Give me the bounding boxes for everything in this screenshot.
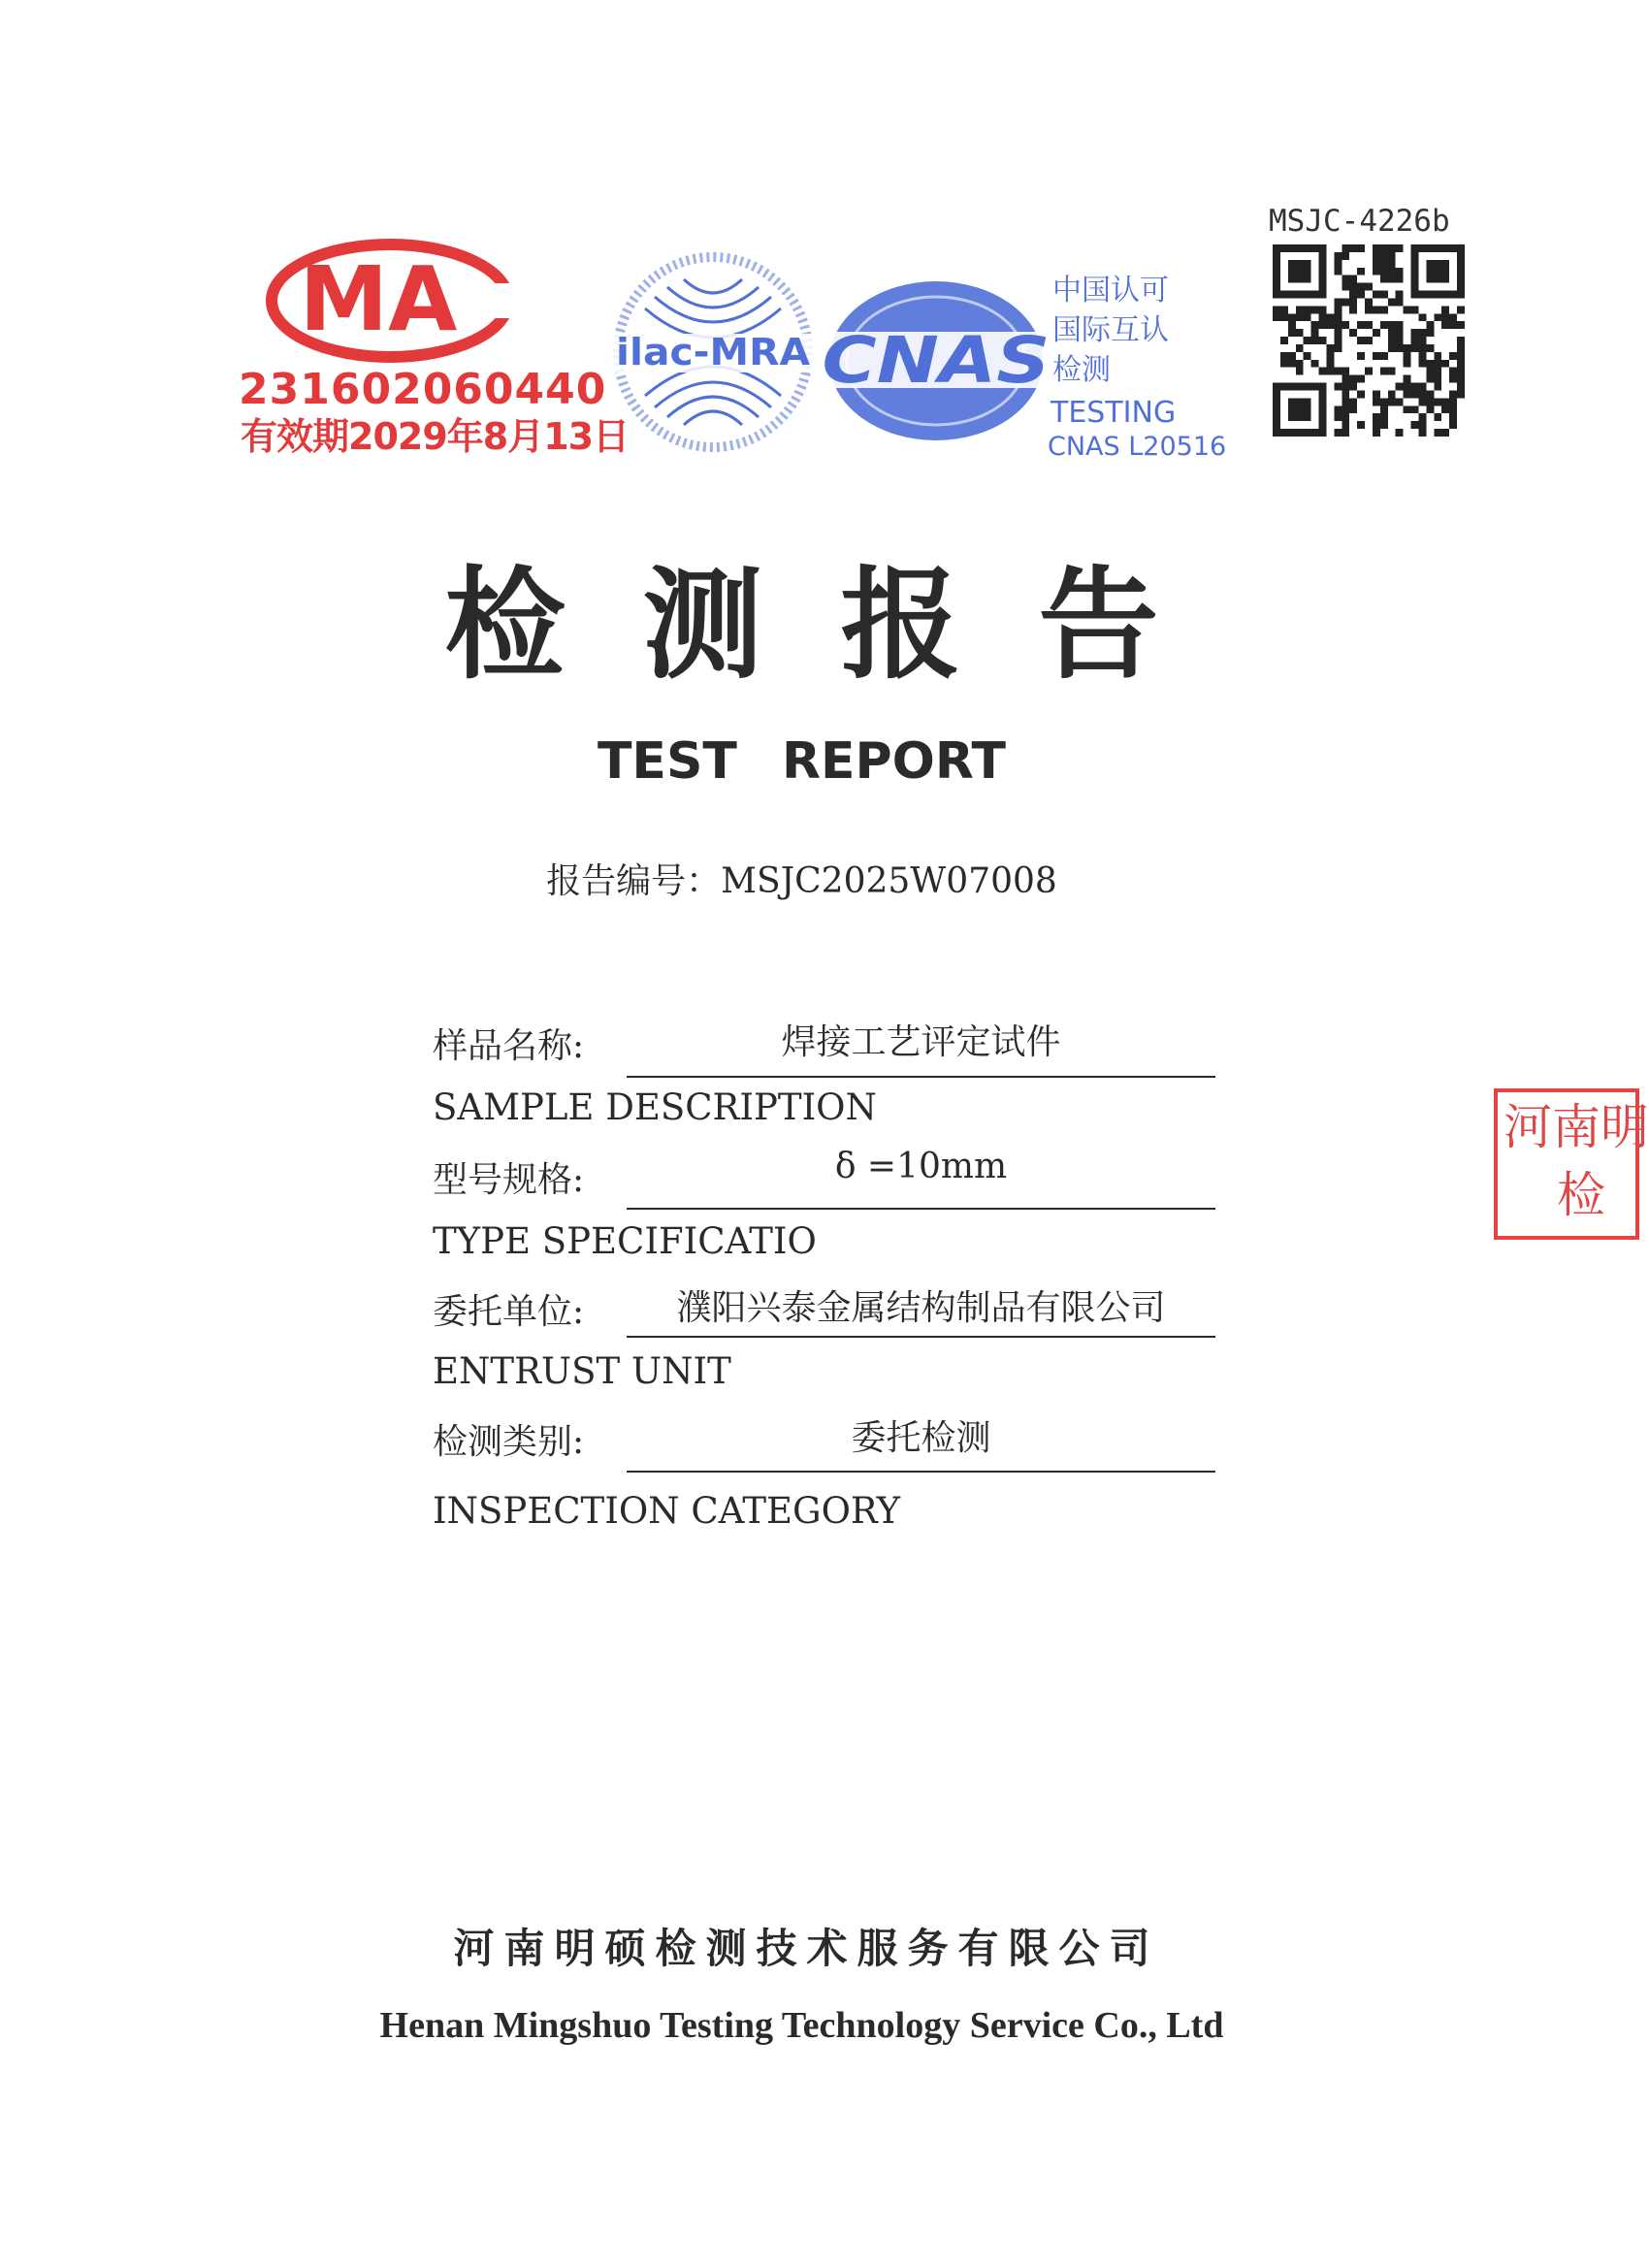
cnas-logo (815, 274, 1057, 448)
seal-text-line-1: 河南明 (1504, 1099, 1649, 1155)
cnas-logo-text: CNAS (822, 323, 1051, 398)
entrust-unit-value: 濮阳兴泰金属结构制品有限公司 (676, 1288, 1166, 1328)
company-name-en: Henan Mingshuo Testing Technology Service Co., Ltd (379, 2005, 1224, 2046)
cnas-recognition-text (1052, 272, 1198, 391)
type-spec-label: 型号规格: (433, 1160, 585, 1200)
cnas-testing-label: TESTING (1051, 396, 1177, 430)
inspection-category-label-en: INSPECTION CATEGORY (433, 1490, 901, 1532)
qr-code[interactable] (1273, 244, 1465, 437)
seal-text-line-2: 检 (1557, 1167, 1605, 1223)
inspection-category-label: 检测类别: (433, 1422, 585, 1462)
company-name-cn: 河南明硕检测技术服务有限公司 (453, 1925, 1160, 1972)
qr-code-label: MSJC-4226b (1269, 204, 1450, 239)
sample-description-label-en: SAMPLE DESCRIPTION (433, 1086, 877, 1128)
type-spec-underline (627, 1208, 1215, 1210)
cnas-cn-line-1: 中国认可 (1052, 274, 1169, 308)
entrust-unit-underline (627, 1336, 1215, 1338)
entrust-unit-label: 委托单位: (433, 1292, 585, 1332)
ilac-mra-logo-text: ilac-MRA (616, 331, 811, 373)
sample-name-value: 焊接工艺评定试件 (781, 1022, 1061, 1062)
inspection-category-value: 委托检测 (851, 1418, 991, 1458)
cma-certificate-number: 231602060440 (239, 365, 607, 414)
sample-name-label: 样品名称: (433, 1026, 585, 1066)
cma-logo-text: MA (299, 247, 458, 351)
report-number: 报告编号：MSJC2025W07008 (546, 861, 1057, 901)
ilac-mra-logo (611, 250, 815, 454)
report-title-en: TEST REPORT (597, 732, 1007, 791)
cma-validity-date: 有效期2029年8月13日 (241, 415, 630, 458)
cma-logo (264, 233, 516, 369)
report-title-cn: 检测报告 (444, 556, 1237, 696)
cnas-cn-line-2: 国际互认 (1052, 313, 1169, 347)
type-specification-label-en: TYPE SPECIFICATIO (433, 1220, 817, 1262)
cnas-cn-line-3: 检测 (1052, 353, 1111, 387)
sample-name-underline (627, 1076, 1215, 1078)
cnas-accreditation-code: CNAS L20516 (1048, 432, 1227, 462)
type-spec-value: δ =10mm (834, 1147, 1008, 1186)
inspection-category-underline (627, 1471, 1215, 1473)
entrust-unit-label-en: ENTRUST UNIT (433, 1350, 731, 1392)
